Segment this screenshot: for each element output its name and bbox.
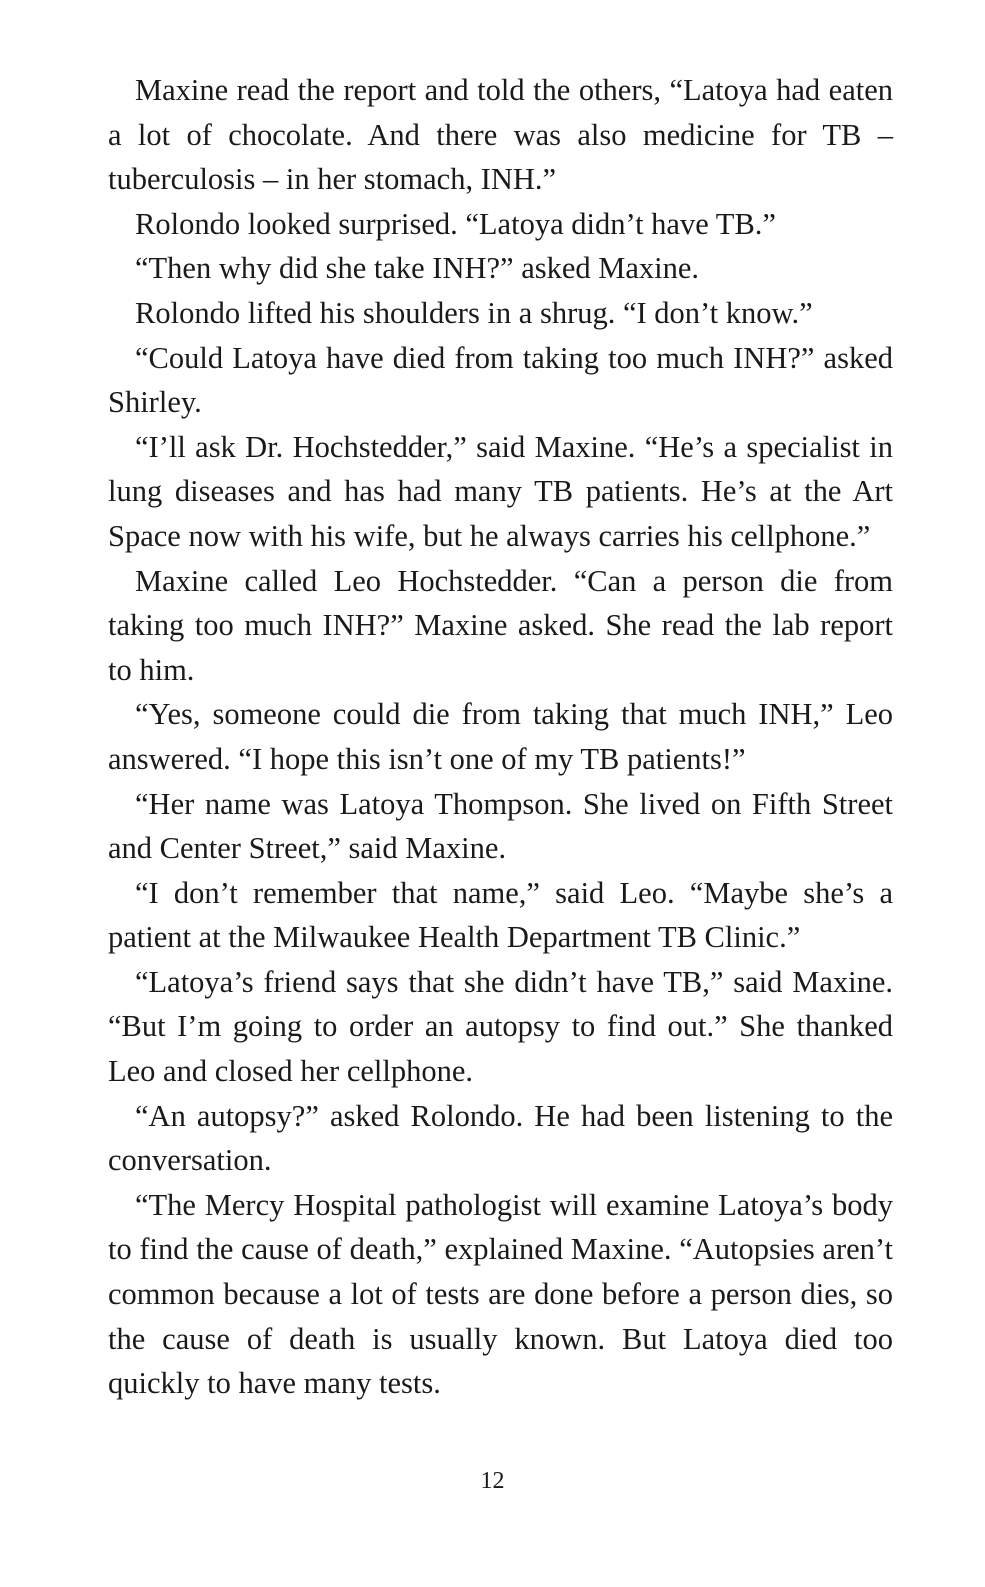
page-number: 12 [480, 1468, 505, 1494]
paragraph-13: “The Mercy Hospital pathologist will examine Latoya’s body to find the cause of death,” explained Maxine. “Autopsies aren’t common because a lot of tests are done before a person dies, so the cause of death is usually known. But Latoya died too quickly to have many tests. [108, 1187, 893, 1401]
page-text-body [108, 68, 893, 1406]
paragraph-11: “Latoya’s friend says that she didn’t have TB,” said Maxine. “But I’m going to order an autopsy to find out.” She thanked Leo and closed her cellphone. [108, 964, 893, 1089]
paragraph-9: “Her name was Latoya Thompson. She lived on Fifth Street and Center Street,” said Maxine. [108, 786, 893, 866]
paragraph-4: Rolondo lifted his shoulders in a shrug. “I don’t know.” [135, 295, 813, 330]
paragraph-7: Maxine called Leo Hochstedder. “Can a person die from taking too much INH?” Maxine asked. She read the lab report to him. [108, 563, 893, 687]
paragraph-10: “I don’t remember that name,” said Leo. “Maybe she’s a patient at the Milwaukee Health Department TB Clinic.” [108, 875, 893, 955]
paragraph-5: “Could Latoya have died from taking too much INH?” asked Shirley. [108, 340, 893, 420]
paragraph-12: “An autopsy?” asked Rolondo. He had been listening to the conversation. [108, 1098, 893, 1178]
paragraph-2: Rolondo looked surprised. “Latoya didn’t have TB.” [135, 206, 776, 241]
paragraph-1: Maxine read the report and told the others, “Latoya had eaten a lot of chocolate. And there was also medicine for TB – tuberculosis – in her stomach, INH.” [108, 73, 893, 197]
paragraph-8: “Yes, someone could die from taking that much INH,” Leo answered. “I hope this isn’t one of my TB patients!” [108, 697, 893, 776]
paragraph-3: “Then why did she take INH?” asked Maxine. [135, 251, 700, 286]
paragraph-6: “I’ll ask Dr. Hochstedder,” said Maxine. “He’s a specialist in lung diseases and has had many TB patients. He’s at the Art Space now with his wife, but he always carries his cellphone.” [108, 429, 893, 553]
